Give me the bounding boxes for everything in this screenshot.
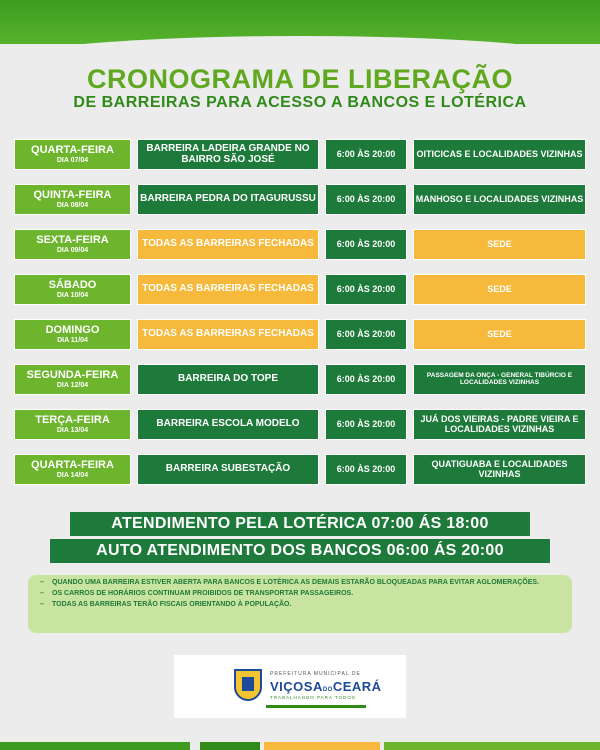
location-cell: SEDE	[413, 319, 586, 350]
day-date: DIA 11/04	[57, 336, 88, 344]
day-name: QUARTA-FEIRA	[31, 144, 114, 157]
day-cell	[14, 139, 131, 170]
barrier-cell: BARREIRA DO TOPE	[137, 364, 319, 395]
schedule-row	[14, 225, 586, 270]
time-cell: 6:00 ÀS 20:00	[325, 139, 407, 170]
top-decorative-band	[0, 0, 600, 44]
bottom-band-segment	[0, 742, 190, 750]
barrier-cell: TODAS AS BARREIRAS FECHADAS	[137, 229, 319, 260]
barrier-cell: TODAS AS BARREIRAS FECHADAS	[137, 274, 319, 305]
day-name: DOMINGO	[45, 324, 100, 337]
day-date: DIA 14/04	[56, 471, 89, 479]
location-cell: MANHOSO E LOCALIDADES VIZINHAS	[413, 184, 586, 215]
note-text: TODAS AS BARREIRAS TERÃO FISCAIS ORIENTANDO À POPULAÇÃO.	[52, 601, 292, 608]
day-name: TERÇA-FEIRA	[35, 414, 110, 427]
location-cell: SEDE	[413, 274, 586, 305]
municipality-logo	[174, 655, 406, 718]
bank-hours-banner: AUTO ATENDIMENTO DOS BANCOS 06:00 ÁS 20:00	[50, 539, 550, 563]
page-title: CRONOGRAMA DE LIBERAÇÃO	[87, 64, 513, 94]
day-date: DIA 09/04	[56, 246, 89, 254]
day-name: SEGUNDA-FEIRA	[26, 369, 119, 382]
schedule-row	[14, 405, 586, 450]
note-text: OS CARROS DE HORÁRIOS CONTINUAM PROIBIDOS DE TRANSPORTAR PASSAGEIROS.	[52, 590, 354, 597]
schedule-table	[14, 135, 586, 495]
bullet-dash-icon: –	[40, 590, 44, 597]
barrier-cell: BARREIRA SUBESTAÇÃO	[137, 454, 319, 485]
day-date: DIA 12/04	[56, 381, 89, 389]
logo-prefix: PREFEITURA MUNICIPAL DE	[270, 671, 361, 677]
coat-of-arms-icon	[234, 669, 262, 701]
time-cell: 6:00 ÀS 20:00	[325, 229, 407, 260]
schedule-row	[14, 360, 586, 405]
day-cell	[14, 409, 131, 440]
logo-underline	[266, 705, 366, 708]
note-item	[40, 601, 560, 608]
day-date: DIA 07/04	[56, 156, 89, 164]
logo-name-end: CEARÁ	[332, 679, 382, 694]
day-cell	[14, 274, 131, 305]
day-date: DIA 10/04	[56, 291, 89, 299]
day-cell	[14, 364, 131, 395]
bullet-dash-icon: –	[40, 601, 44, 608]
logo-name	[270, 679, 382, 694]
note-item	[40, 579, 560, 586]
day-name: SEXTA-FEIRA	[36, 234, 109, 247]
day-date: DIA 08/04	[56, 201, 89, 209]
bottom-band-segment	[384, 742, 600, 750]
time-cell: 6:00 ÀS 20:00	[325, 184, 407, 215]
time-cell: 6:00 ÀS 20:00	[325, 319, 407, 350]
schedule-row	[14, 450, 586, 495]
barrier-cell: TODAS AS BARREIRAS FECHADAS	[137, 319, 319, 350]
location-cell: PASSAGEM DA ONÇA - GENERAL TIBÚRCIO E LOCALIDADES VIZINHAS	[413, 364, 586, 395]
location-cell: QUATIGUABA E LOCALIDADES VIZINHAS	[413, 454, 586, 485]
location-cell: OITICICAS E LOCALIDADES VIZINHAS	[413, 139, 586, 170]
barrier-cell: BARREIRA PEDRA DO ITAGURUSSU	[137, 184, 319, 215]
loterica-hours-banner: ATENDIMENTO PELA LOTÉRICA 07:00 ÁS 18:00	[70, 512, 530, 536]
location-cell: JUÁ DOS VIEIRAS - PADRE VIEIRA E LOCALIDADES VIZINHAS	[413, 409, 586, 440]
day-date: DIA 13/04	[56, 426, 89, 434]
day-cell	[14, 454, 131, 485]
schedule-row	[14, 180, 586, 225]
location-cell: SEDE	[413, 229, 586, 260]
note-item	[40, 590, 560, 597]
notes-box	[28, 575, 572, 633]
logo-tagline: TRABALHANDO PARA TODOS	[270, 695, 356, 700]
day-name: SÁBADO	[48, 279, 97, 292]
day-name: QUARTA-FEIRA	[31, 459, 114, 472]
bottom-band-segment	[264, 742, 380, 750]
day-cell	[14, 319, 131, 350]
time-cell: 6:00 ÀS 20:00	[325, 274, 407, 305]
bullet-dash-icon: –	[40, 579, 44, 586]
time-cell: 6:00 ÀS 20:00	[325, 454, 407, 485]
logo-name-small: DO	[322, 687, 333, 693]
day-cell	[14, 229, 131, 260]
time-cell: 6:00 ÀS 20:00	[325, 364, 407, 395]
page-subtitle: DE BARREIRAS PARA ACESSO A BANCOS E LOTÉRICA	[73, 94, 527, 111]
time-cell: 6:00 ÀS 20:00	[325, 409, 407, 440]
note-text: QUANDO UMA BARREIRA ESTIVER ABERTA PARA BANCOS E LOTÉRICA AS DEMAIS ESTARÃO BLOQUEADAS PARA EVITAR AGLOMERAÇÕES.	[52, 579, 540, 586]
schedule-row	[14, 315, 586, 360]
barrier-cell: BARREIRA ESCOLA MODELO	[137, 409, 319, 440]
schedule-row	[14, 135, 586, 180]
schedule-row	[14, 270, 586, 315]
bottom-band-segment	[200, 742, 260, 750]
barrier-cell: BARREIRA LADEIRA GRANDE NO BAIRRO SÃO JOSÉ	[137, 139, 319, 170]
day-cell	[14, 184, 131, 215]
logo-name-start: VIÇOSA	[270, 679, 323, 694]
day-name: QUINTA-FEIRA	[33, 189, 112, 202]
